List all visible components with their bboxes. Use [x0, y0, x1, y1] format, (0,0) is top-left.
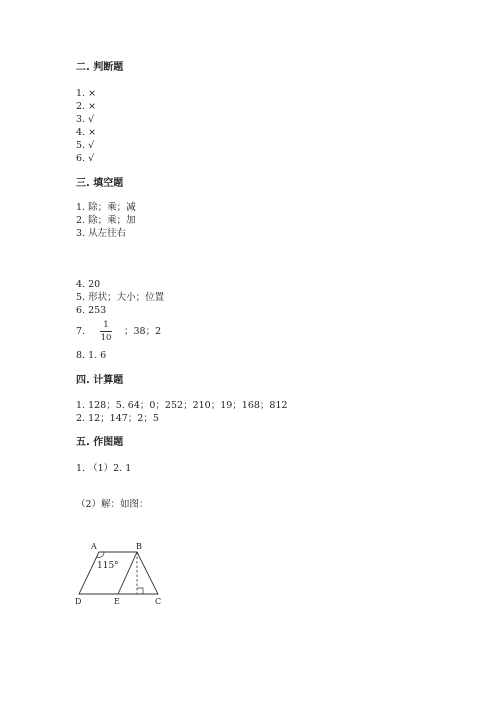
section-heading-drawing: 五. 作图题: [76, 437, 124, 448]
segment-be: [118, 552, 137, 594]
angle-label: 115°: [97, 561, 119, 571]
trapezoid-outline: [79, 552, 158, 594]
answer-line: 6. 253: [76, 305, 107, 316]
answer-line-number: 7.: [76, 326, 86, 337]
answer-line: 5. 形状；大小；位置: [76, 292, 165, 303]
right-angle-mark: [137, 588, 143, 594]
fraction-numerator: 1: [103, 320, 109, 330]
section-heading-judgement: 二. 判断题: [76, 62, 124, 73]
section-heading-fill-blank: 三. 填空题: [76, 178, 124, 189]
section-heading-calculation: 四. 计算题: [76, 375, 124, 386]
vertex-label-b: B: [136, 542, 142, 551]
answer-line: 3. 从左往右: [76, 228, 127, 239]
answer-line: 4. ×: [76, 127, 97, 138]
answer-line: 2. 除；乘；加: [76, 215, 136, 226]
vertex-label-d: D: [75, 597, 82, 606]
answer-line: 1. （1）2. 1: [76, 463, 132, 474]
answer-line: 1. 除；乘；减: [76, 202, 136, 213]
answer-line: 2. ×: [76, 101, 97, 112]
answer-line: 6. √: [76, 153, 95, 164]
vertex-label-c: C: [155, 597, 162, 606]
vertex-label-a: A: [91, 542, 97, 551]
answer-line: 3. √: [76, 114, 95, 125]
answer-line-suffix: ；38；2: [124, 326, 162, 337]
answer-line: 5. √: [76, 140, 95, 151]
answer-line: 1. 128；5. 64；0；252；210；19；168；812: [76, 400, 288, 411]
answer-line: （2）解：如图：: [76, 499, 149, 510]
answer-line: 4. 20: [76, 279, 101, 290]
answer-line: 8. 1. 6: [76, 350, 107, 361]
vertex-label-e: E: [114, 597, 120, 606]
fraction-denominator: 10: [100, 333, 112, 343]
answer-line: 2. 12；147；2；5: [76, 413, 159, 424]
answer-line: 1. ×: [76, 88, 97, 99]
